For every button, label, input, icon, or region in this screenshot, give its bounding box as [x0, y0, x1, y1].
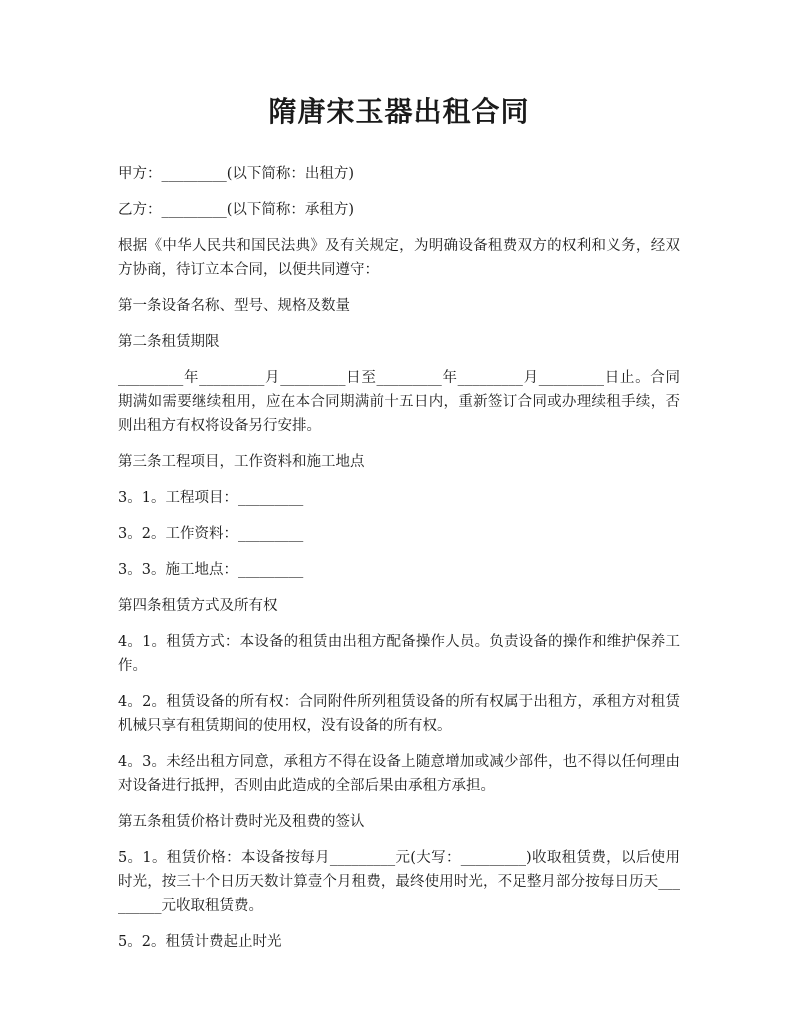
preamble-paragraph: 根据《中华人民共和国民法典》及有关规定，为明确设备租费双方的权利和义务，经双方协商，待订立本合同，以便共同遵守：: [118, 238, 680, 278]
document-title: 隋唐宋玉器出租合同: [268, 95, 530, 128]
lease-term-paragraph: _________年_________月_________日至_________年_________月_________日止。合同期满如需要继续租用，应在本合同期满前十五日内，重新签订合同或办理续租手续，否则出租方有权将设备另行安排。: [118, 370, 680, 434]
article-1-heading: 第一条设备名称、型号、规格及数量: [118, 298, 350, 314]
article-4-heading: 第四条租赁方式及所有权: [118, 598, 278, 614]
article-3-heading: 第三条工程项目，工作资料和施工地点: [118, 454, 365, 470]
party-b-line: 乙方：_________(以下简称：承租方): [118, 202, 355, 218]
clause-5-1: 5。1。租赁价格：本设备按每月_________元(大写：_________)收取租赁费，以后使用时光，按三十个日历天数计算壹个月租费，最终使用时光，不足整月部分按每日历天_________元收取租赁费。: [118, 850, 680, 914]
clause-3-2: 3。2。工作资料：_________: [118, 526, 304, 542]
clause-3-1: 3。1。工程项目：_________: [118, 490, 304, 506]
contract-page: [118, 92, 680, 966]
party-a-line: 甲方：_________(以下简称：出租方): [118, 166, 355, 182]
clause-4-3: 4。3。未经出租方同意，承租方不得在设备上随意增加或减少部件，也不得以任何理由对设备进行抵押，否则由此造成的全部后果由承租方承担。: [118, 754, 680, 794]
clause-5-2: 5。2。租赁计费起止时光: [118, 934, 282, 950]
article-2-heading: 第二条租赁期限: [118, 334, 220, 350]
clause-4-1: 4。1。租赁方式：本设备的租赁由出租方配备操作人员。负责设备的操作和维护保养工作。: [118, 634, 680, 674]
article-5-heading: 第五条租赁价格计费时光及租费的签认: [118, 814, 365, 830]
clause-4-2: 4。2。租赁设备的所有权：合同附件所列租赁设备的所有权属于出租方，承租方对租赁机械只享有租赁期间的使用权，没有设备的所有权。: [118, 694, 680, 734]
clause-3-3: 3。3。施工地点：_________: [118, 562, 304, 578]
